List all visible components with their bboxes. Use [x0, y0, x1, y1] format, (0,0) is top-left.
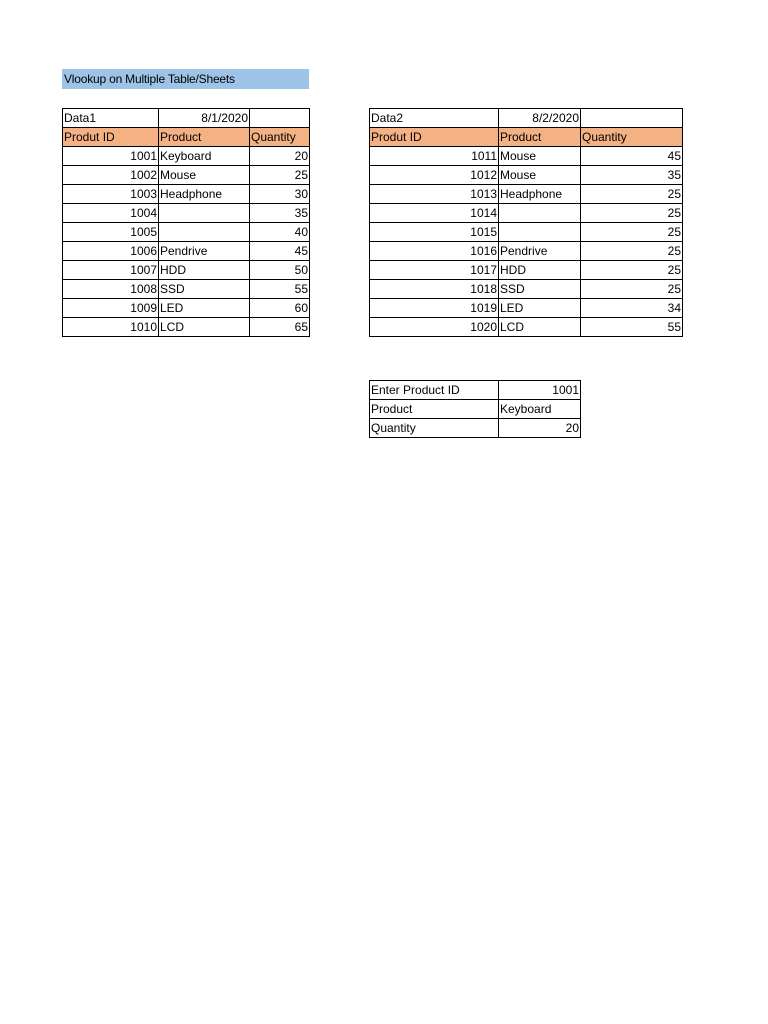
table-row	[63, 261, 310, 280]
header-product[interactable]: Product	[159, 128, 250, 147]
lookup-id-row	[370, 381, 581, 400]
table-label-cell[interactable]: Data1	[63, 109, 159, 128]
product-name-cell[interactable]: Pendrive	[159, 242, 250, 261]
table-row	[63, 185, 310, 204]
table-row	[370, 185, 683, 204]
product-id-cell[interactable]: 1019	[370, 299, 499, 318]
table-row	[63, 166, 310, 185]
product-id-cell[interactable]: 1011	[370, 147, 499, 166]
product-name-cell[interactable]: Mouse	[499, 147, 581, 166]
table-row	[63, 299, 310, 318]
product-name-cell[interactable]: SSD	[499, 280, 581, 299]
table-row	[370, 318, 683, 337]
table-row	[370, 166, 683, 185]
header-product[interactable]: Product	[499, 128, 581, 147]
table-row	[370, 204, 683, 223]
header-product-id[interactable]: Produt ID	[370, 128, 499, 147]
header-quantity[interactable]: Quantity	[581, 128, 683, 147]
table-meta-row	[370, 109, 683, 128]
table-meta-row	[63, 109, 310, 128]
quantity-cell[interactable]: 65	[250, 318, 310, 337]
product-id-cell[interactable]: 1008	[63, 280, 159, 299]
product-id-cell[interactable]: 1020	[370, 318, 499, 337]
product-name-cell[interactable]	[159, 223, 250, 242]
table-row	[63, 223, 310, 242]
table-date-cell[interactable]: 8/2/2020	[499, 109, 581, 128]
data1-table	[62, 108, 310, 337]
quantity-cell[interactable]: 55	[581, 318, 683, 337]
lookup-id-label[interactable]: Enter Product ID	[370, 381, 499, 400]
product-name-cell[interactable]: Keyboard	[159, 147, 250, 166]
product-name-cell[interactable]	[159, 204, 250, 223]
product-name-cell[interactable]	[499, 223, 581, 242]
product-id-cell[interactable]: 1013	[370, 185, 499, 204]
data1-rows	[63, 147, 310, 337]
quantity-cell[interactable]: 25	[581, 242, 683, 261]
product-id-cell[interactable]: 1009	[63, 299, 159, 318]
table-row	[370, 299, 683, 318]
table-row	[63, 242, 310, 261]
quantity-cell[interactable]: 35	[250, 204, 310, 223]
table-row	[370, 280, 683, 299]
lookup-product-row	[370, 400, 581, 419]
product-id-cell[interactable]: 1014	[370, 204, 499, 223]
quantity-cell[interactable]: 25	[581, 280, 683, 299]
table-row	[63, 318, 310, 337]
empty-cell[interactable]	[581, 109, 683, 128]
header-product-id[interactable]: Produt ID	[63, 128, 159, 147]
product-id-cell[interactable]: 1006	[63, 242, 159, 261]
quantity-cell[interactable]: 25	[581, 261, 683, 280]
table-row	[63, 204, 310, 223]
quantity-cell[interactable]: 25	[581, 204, 683, 223]
product-name-cell[interactable]: HDD	[159, 261, 250, 280]
product-name-cell[interactable]: Mouse	[499, 166, 581, 185]
product-name-cell[interactable]: Headphone	[499, 185, 581, 204]
table-row	[370, 242, 683, 261]
product-id-cell[interactable]: 1004	[63, 204, 159, 223]
lookup-product-value[interactable]: Keyboard	[499, 400, 581, 419]
product-name-cell[interactable]: HDD	[499, 261, 581, 280]
product-id-cell[interactable]: 1018	[370, 280, 499, 299]
quantity-cell[interactable]: 50	[250, 261, 310, 280]
sheet-title: Vlookup on Multiple Table/Sheets	[62, 69, 309, 89]
quantity-cell[interactable]: 25	[581, 223, 683, 242]
table-row	[370, 261, 683, 280]
quantity-cell[interactable]: 45	[250, 242, 310, 261]
product-id-cell[interactable]: 1007	[63, 261, 159, 280]
table-header-row	[370, 128, 683, 147]
table-row	[63, 280, 310, 299]
quantity-cell[interactable]: 34	[581, 299, 683, 318]
quantity-cell[interactable]: 35	[581, 166, 683, 185]
product-id-cell[interactable]: 1001	[63, 147, 159, 166]
quantity-cell[interactable]: 60	[250, 299, 310, 318]
lookup-product-label[interactable]: Product	[370, 400, 499, 419]
quantity-cell[interactable]: 25	[250, 166, 310, 185]
product-name-cell[interactable]: LCD	[159, 318, 250, 337]
lookup-id-input[interactable]: 1001	[499, 381, 581, 400]
product-name-cell[interactable]: LCD	[499, 318, 581, 337]
quantity-cell[interactable]: 45	[581, 147, 683, 166]
lookup-quantity-value[interactable]: 20	[499, 419, 581, 438]
table-label-cell[interactable]: Data2	[370, 109, 499, 128]
header-quantity[interactable]: Quantity	[250, 128, 310, 147]
lookup-quantity-label[interactable]: Quantity	[370, 419, 499, 438]
quantity-cell[interactable]: 55	[250, 280, 310, 299]
table-row	[370, 147, 683, 166]
empty-cell[interactable]	[250, 109, 310, 128]
product-name-cell[interactable]: SSD	[159, 280, 250, 299]
data2-table	[369, 108, 683, 337]
product-id-cell[interactable]: 1016	[370, 242, 499, 261]
quantity-cell[interactable]: 20	[250, 147, 310, 166]
product-name-cell[interactable]: Pendrive	[499, 242, 581, 261]
quantity-cell[interactable]: 25	[581, 185, 683, 204]
product-id-cell[interactable]: 1017	[370, 261, 499, 280]
data2-rows	[370, 147, 683, 337]
quantity-cell[interactable]: 30	[250, 185, 310, 204]
product-name-cell[interactable]	[499, 204, 581, 223]
table-header-row	[63, 128, 310, 147]
product-name-cell[interactable]: Headphone	[159, 185, 250, 204]
product-id-cell[interactable]: 1003	[63, 185, 159, 204]
quantity-cell[interactable]: 40	[250, 223, 310, 242]
table-row	[370, 223, 683, 242]
product-name-cell[interactable]: LED	[499, 299, 581, 318]
product-name-cell[interactable]: Mouse	[159, 166, 250, 185]
product-id-cell[interactable]: 1005	[63, 223, 159, 242]
product-id-cell[interactable]: 1010	[63, 318, 159, 337]
table-row	[63, 147, 310, 166]
product-name-cell[interactable]: LED	[159, 299, 250, 318]
table-date-cell[interactable]: 8/1/2020	[159, 109, 250, 128]
lookup-table	[369, 380, 581, 438]
product-id-cell[interactable]: 1015	[370, 223, 499, 242]
lookup-quantity-row	[370, 419, 581, 438]
product-id-cell[interactable]: 1012	[370, 166, 499, 185]
product-id-cell[interactable]: 1002	[63, 166, 159, 185]
